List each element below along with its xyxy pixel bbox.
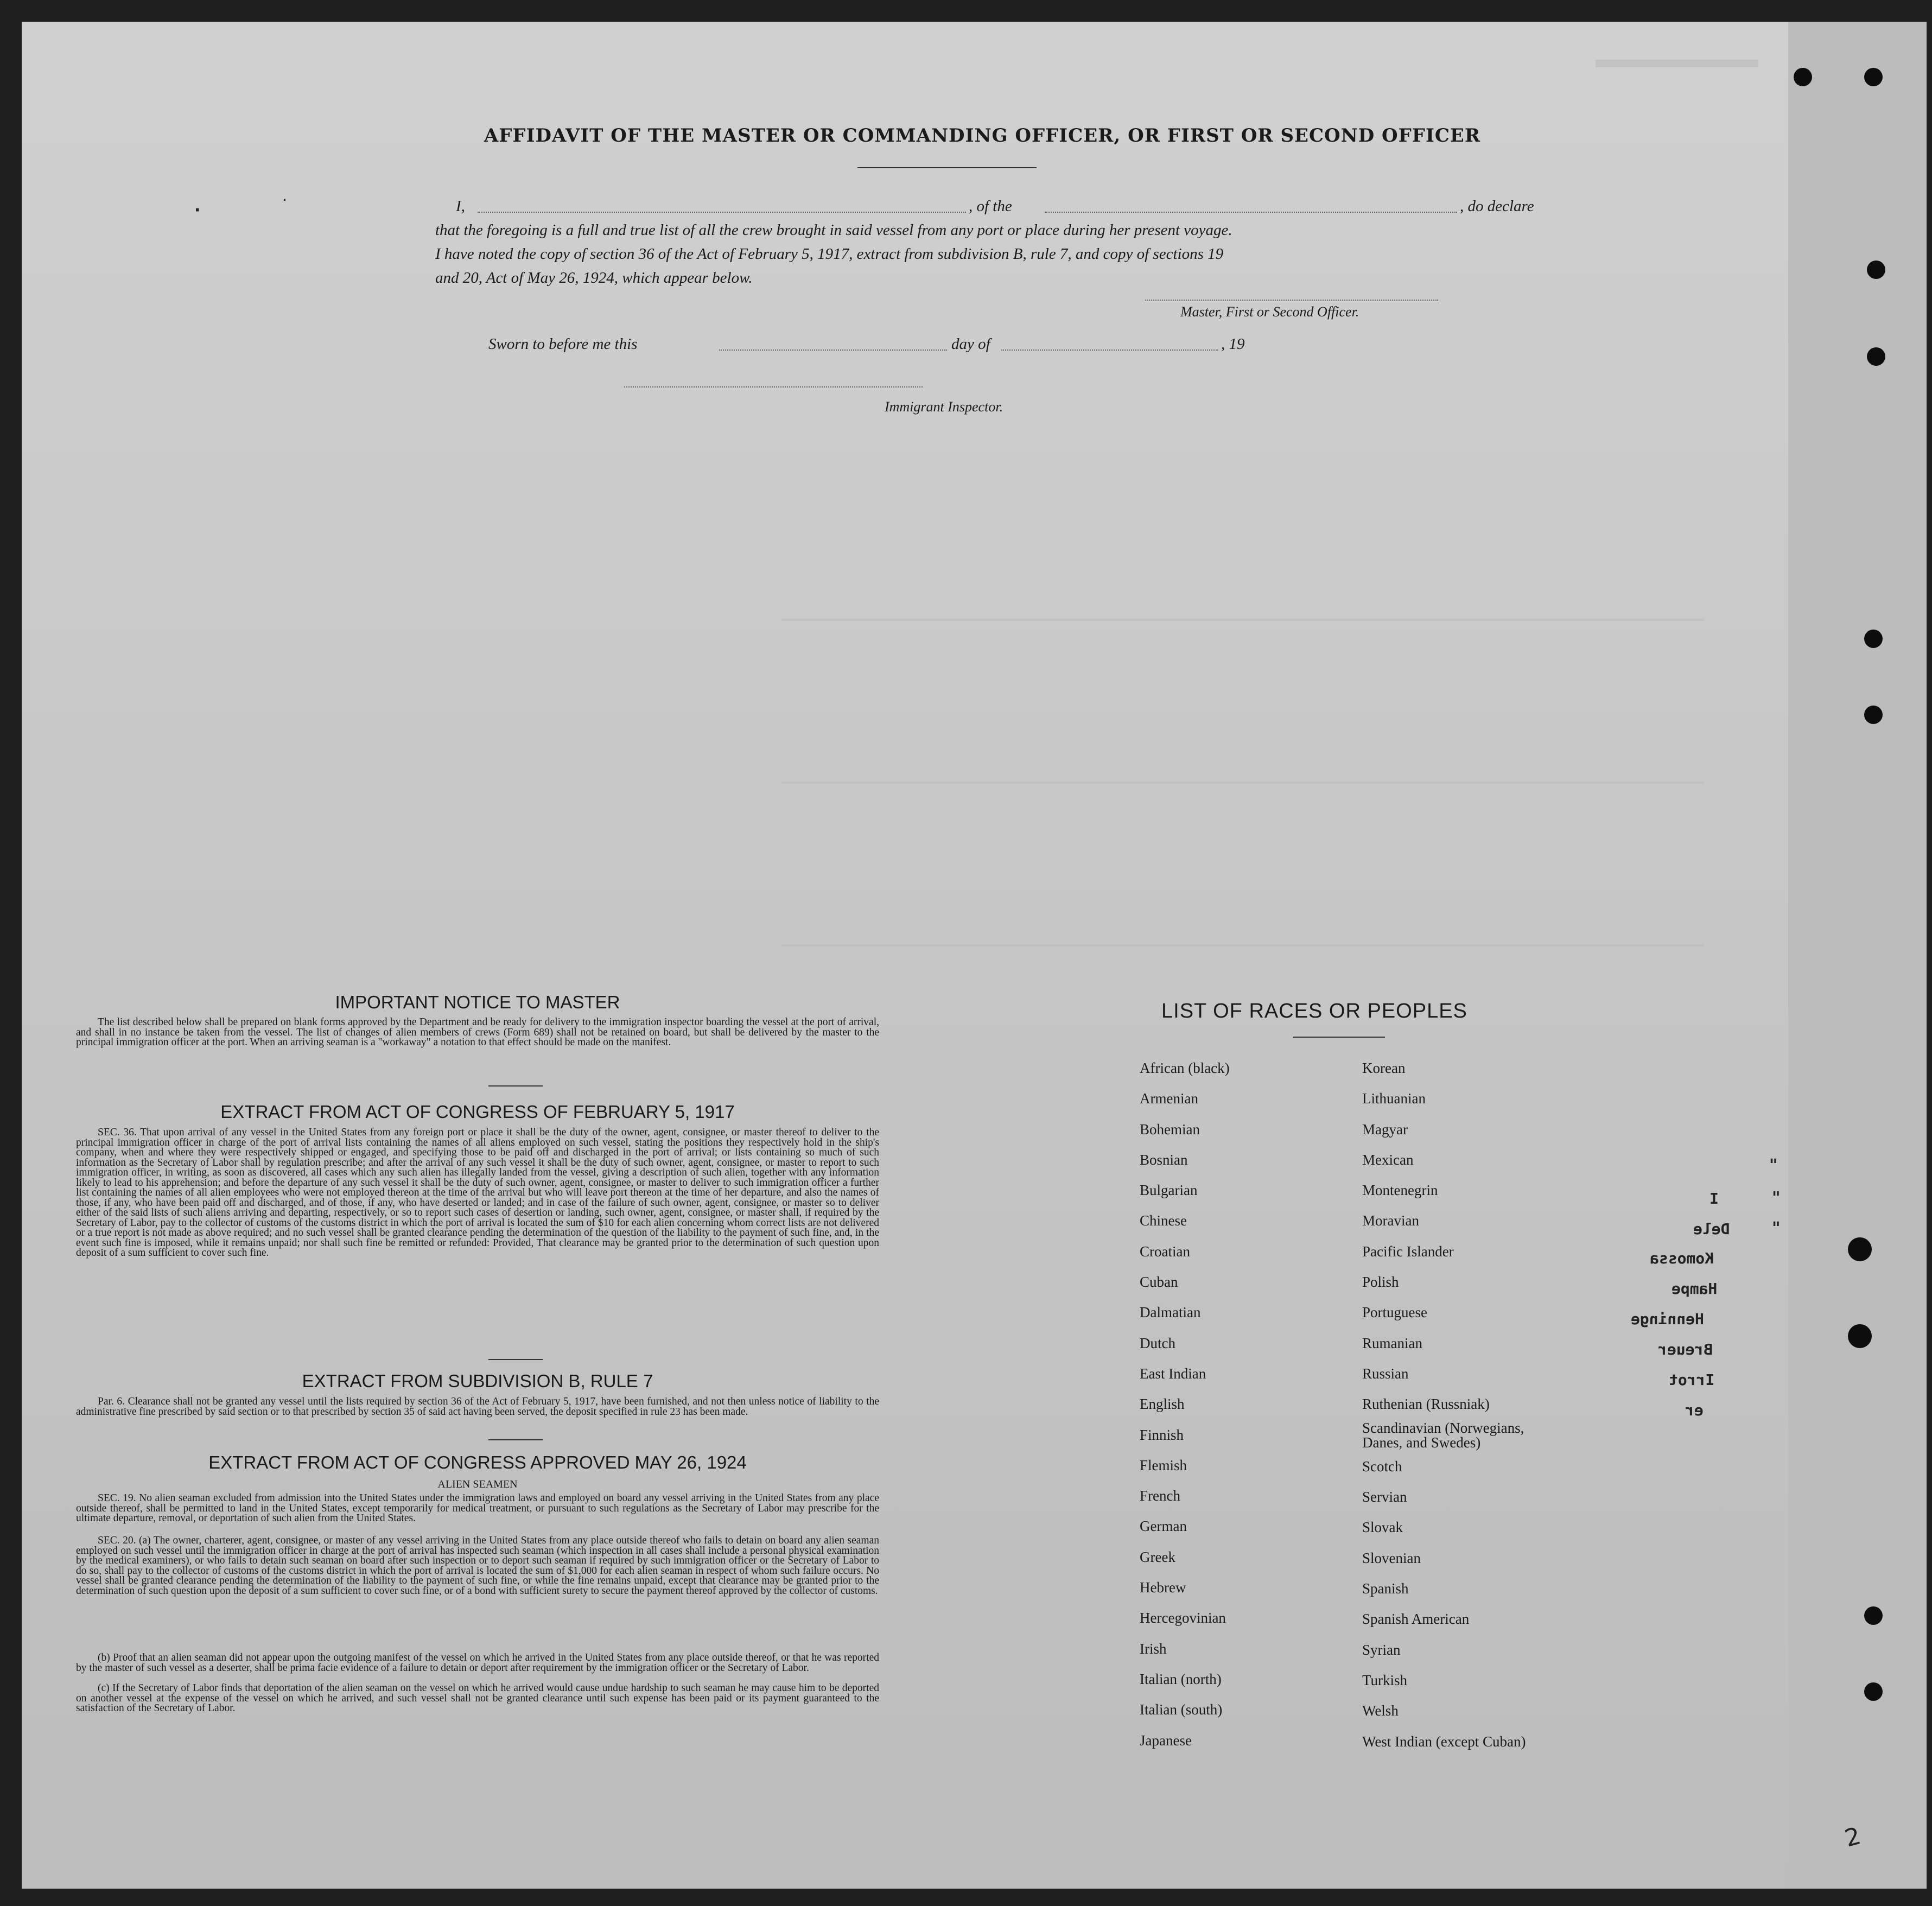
race-item: Servian [1362, 1489, 1407, 1505]
ditto-mark: " [1769, 1156, 1778, 1175]
race-item: Slovenian [1362, 1549, 1421, 1566]
extract-1924-title: EXTRACT FROM ACT OF CONGRESS APPROVED MAY 26, 1924 [208, 1452, 747, 1472]
races-left-column [1140, 1053, 1230, 1756]
race-item: Finnish [1140, 1426, 1184, 1443]
race-item: Scotch [1362, 1458, 1402, 1475]
punch-hole [1848, 1324, 1872, 1348]
race-item: Scandinavian (Norwegians, Danes, and Swedes) [1362, 1419, 1524, 1451]
punch-hole [1864, 630, 1883, 648]
race-item: Slovak [1362, 1519, 1403, 1536]
race-item: Turkish [1362, 1672, 1408, 1688]
race-item: Armenian [1140, 1090, 1198, 1107]
race-item: Lithuanian [1362, 1090, 1426, 1107]
notice-body: The list described below shall be prepared on blank forms approved by the Department and be ready for delivery to the immigration inspector boarding the vessel at the port of arrival, and shall in no instance be taken from the vessel. The list of changes of alien members of crews (Form 689) shall not be retained on board, but shall be delivered by the master to the principal immigration officer at the port. When an arriving seaman is a "workaway" a notation to that effect should be made on the manifest. [76, 1016, 879, 1048]
bleedthrough-mark: I [1709, 1190, 1719, 1208]
race-item: Rumanian [1362, 1335, 1422, 1351]
punch-hole [1864, 68, 1883, 86]
name-blank [478, 212, 966, 213]
affidavit-title: AFFIDAVIT OF THE MASTER OR COMMANDING OFFICER, OR FIRST OR SECOND OFFICER [484, 125, 1481, 147]
race-item: Ruthenian (Russniak) [1362, 1396, 1490, 1413]
stray-mark: · [282, 191, 287, 209]
signature-caption: Master, First or Second Officer. [1180, 304, 1359, 320]
race-item: Korean [1362, 1060, 1406, 1076]
inspector-caption: Immigrant Inspector. [885, 399, 1003, 415]
race-item: East Indian [1140, 1365, 1206, 1382]
race-item: West Indian (except Cuban) [1362, 1733, 1526, 1750]
race-item: Dalmatian [1140, 1304, 1201, 1321]
month-blank [1001, 350, 1218, 351]
punch-hole [1794, 68, 1812, 86]
race-item: Montenegrin [1362, 1182, 1438, 1199]
race-item: German [1140, 1518, 1187, 1535]
race-item: Hebrew [1140, 1579, 1186, 1596]
rule7-body: Par. 6. Clearance shall not be granted any vessel until the lists required by section 36 of the Act of February 5, 1917, have been furnished, and not then unless notice of liability to the administrative fine prescribed by said section or to that prescribed by section 35 of said act having been served, the deposit specified in rule 23 has been made. [76, 1396, 879, 1418]
race-item: Hercegovinian [1140, 1610, 1226, 1627]
bleedthrough-name: Henninge [1631, 1310, 1704, 1328]
race-item: Bosnian [1140, 1151, 1188, 1168]
race-item: Chinese [1140, 1212, 1187, 1229]
of-the-label: , of the [969, 198, 1012, 215]
bleedthrough-name: er [1685, 1401, 1704, 1419]
punch-hole [1864, 1606, 1883, 1625]
extract-1924-subtitle: ALIEN SEAMEN [437, 1478, 518, 1490]
ditto-mark: " [1772, 1219, 1781, 1238]
punch-hole [1867, 261, 1885, 279]
races-underline [1293, 1037, 1385, 1038]
extract-1917-title: EXTRACT FROM ACT OF CONGRESS OF FEBRUARY 5, 1917 [220, 1102, 735, 1122]
affidavit-line4: and 20, Act of May 26, 1924, which appear below. [435, 269, 753, 287]
sworn-label: Sworn to before me this [488, 335, 638, 353]
race-item: Russian [1362, 1365, 1409, 1382]
bleedthrough-name: Breuer [1658, 1340, 1713, 1358]
race-item: Croatian [1140, 1243, 1190, 1260]
race-item: English [1140, 1396, 1185, 1413]
day-of-label: day of [951, 335, 990, 353]
rule7-title: EXTRACT FROM SUBDIVISION B, RULE 7 [302, 1371, 653, 1391]
i-label: I, [456, 198, 465, 215]
title-underline [857, 167, 1037, 168]
race-item: Italian (north) [1140, 1670, 1222, 1687]
signature-line [1145, 300, 1438, 301]
races-right-column [1362, 1053, 1558, 1757]
race-item: Syrian [1362, 1641, 1401, 1658]
punch-hole [1864, 1682, 1883, 1701]
race-item: Spanish [1362, 1580, 1409, 1597]
punch-hole [1867, 347, 1885, 366]
document-page [22, 22, 1905, 1889]
race-item: Mexican [1362, 1151, 1414, 1168]
race-item: Welsh [1362, 1702, 1399, 1719]
punch-hole [1848, 1237, 1872, 1261]
divider [488, 1085, 543, 1087]
races-title: LIST OF RACES OR PEOPLES [1161, 1000, 1467, 1022]
divider [488, 1359, 543, 1360]
stray-mark: · [194, 201, 201, 220]
sec20c-body: (c) If the Secretary of Labor finds that deportation of the alien seaman on the vessel on which he arrived would cause undue hardship to such seaman he may cause him to be deported on another vessel at the expense of the vessel on which he arrived, and such vessel shall not be granted clearance until such expense has been paid or its payment guaranteed to the satisfaction of the Secretary of Labor. [76, 1682, 879, 1714]
bleedthrough-name: Dele [1693, 1220, 1730, 1238]
affidavit-line2: that the foregoing is a full and true list of all the crew brought in said vessel from any port or place during her present voyage. [435, 221, 1232, 239]
divider [488, 1439, 543, 1440]
race-item: Cuban [1140, 1274, 1178, 1291]
race-item: Irish [1140, 1640, 1167, 1657]
bleedthrough-name: Hampe [1672, 1280, 1718, 1298]
corner-mark: 2 [1841, 1822, 1864, 1853]
affidavit-line1 [456, 194, 1628, 218]
race-item: Bulgarian [1140, 1182, 1198, 1199]
sec20b-body: (b) Proof that an alien seaman did not appear upon the outgoing manifest of the vessel on which he arrived in the United States from any place outside thereof, or that he was reported by the master of such vessel as a deserter, shall be prima facie evidence of a failure to detain or deport after requirement by the immigration officer or the Secretary of Labor. [76, 1652, 879, 1674]
race-item: Polish [1362, 1274, 1399, 1291]
race-item: Japanese [1140, 1732, 1192, 1749]
sec19-body: SEC. 19. No alien seaman excluded from admission into the United States under the immigration laws and employed on board any vessel arriving in the United States from any place outside thereof, shall be permitted to land in the United States, except temporarily for medical treatment, or pursuant to such regulations as the Secretary of Labor may prescribe for the ultimate departure, removal, or deportation of such alien from the United States. [76, 1492, 879, 1524]
race-item: Flemish [1140, 1457, 1187, 1473]
sec20a-body: SEC. 20. (a) The owner, charterer, agent, consignee, or master of any vessel arriving in the United States from any place outside thereof who fails to detain on board any alien seaman employed on such vessel until the immigration officer in charge at the port of arrival has inspected such seaman (which inspection in all cases shall include a personal physical examination by the medical examiners), or who fails to detain such seaman on board after such inspection or to deport such seaman if required by such immigration officer or the Secretary of Labor to do so, shall pay to the collector of customs of the customs district in which the port of arrival is located the sum of $1,000 for each alien seaman in respect of whom such failure occurs. No vessel shall be granted clearance pending the determination of the liability to the payment of such fine, or while the fine remains unpaid, except that clearance may be granted prior to the determination of such question upon the deposit of a sum sufficient to cover such fine, or of a bond with sufficient surety to secure the payment thereof approved by the collector of customs. [76, 1535, 879, 1597]
right-margin-strip [1788, 22, 1927, 1889]
do-declare-label: , do declare [1460, 198, 1534, 215]
race-item: French [1140, 1488, 1180, 1504]
race-item: Dutch [1140, 1335, 1175, 1351]
sworn-line [488, 332, 1248, 356]
year-label: , 19 [1221, 335, 1245, 353]
race-item: Italian (south) [1140, 1701, 1223, 1718]
bleedthrough-name: Komossa [1650, 1249, 1714, 1267]
bleedthrough-name: Irrot [1669, 1371, 1715, 1389]
race-item: Magyar [1362, 1121, 1408, 1138]
punch-hole [1864, 706, 1883, 724]
inspector-line [624, 386, 923, 387]
extract-1917-body: SEC. 36. That upon arrival of any vessel in the United States from any foreign port or place it shall be the duty of the owner, agent, consignee, or master thereof to deliver to the principal immigration officer in charge of the port of arrival lists containing the names of all aliens employed on such vessel, stating the positions they respectively hold in the ship's company, when and where they were respectively shipped or engaged, and specifying those to be paid off and discharged in the port of arrival; or lists containing so much of such information as the Secretary of Labor shall by regulation prescribe; and after the arrival of any such vessel it shall be the duty of such owner, agent, consignee, or master to report to such immigration officer, in writing, as soon as discovered, all cases which any such alien has illegally landed from the vessel, giving a description of such alien, together with any information likely to lead to his apprehension; and before the departure of any such vessel it shall be the duty of such owner, agent, consignee, or master to deliver to such immigration officer a further list containing the names of all alien employees who were not employed thereon at the time of the arrival but who will leave port thereon at the time of her departure, and also the names of those, if any, who have been paid off and discharged, and of those, if any, who have deserted or landed; and in case of the failure of such owner, agent, consignee, or master so to deliver either of the said lists of such aliens arriving and departing, respectively, or so to report such cases of desertion or landing, such owner, agent, consignee, or master shall, if required by the Secretary of Labor, pay to the collector of customs of the customs district in which the port of arrival is located the sum of $10 for each alien concerning whom correct lists are not delivered or a true report is not made as above required; and no such vessel shall be granted clearance pending the determination of the question of the liability to the payment of such fine, and, in the event such fine is imposed, while it remains unpaid; nor shall such fine be remitted or refunded: Provided, That clearance may be granted prior to the determination of such question upon deposit of a sum sufficient to cover such fine. [76, 1127, 879, 1259]
race-item: Spanish American [1362, 1611, 1470, 1628]
day-blank [719, 350, 947, 351]
ditto-mark: " [1772, 1189, 1781, 1208]
affidavit-line3: I have noted the copy of section 36 of the Act of February 5, 1917, extract from subdivision B, rule 7, and copy of sections 19 [435, 245, 1224, 263]
race-item: African (black) [1140, 1060, 1230, 1076]
race-item: Pacific Islander [1362, 1243, 1454, 1260]
race-item: Moravian [1362, 1212, 1419, 1229]
notice-title: IMPORTANT NOTICE TO MASTER [335, 992, 620, 1012]
race-item: Greek [1140, 1548, 1175, 1565]
vessel-blank [1045, 212, 1457, 213]
race-item: Bohemian [1140, 1121, 1200, 1138]
race-item: Portuguese [1362, 1304, 1427, 1321]
